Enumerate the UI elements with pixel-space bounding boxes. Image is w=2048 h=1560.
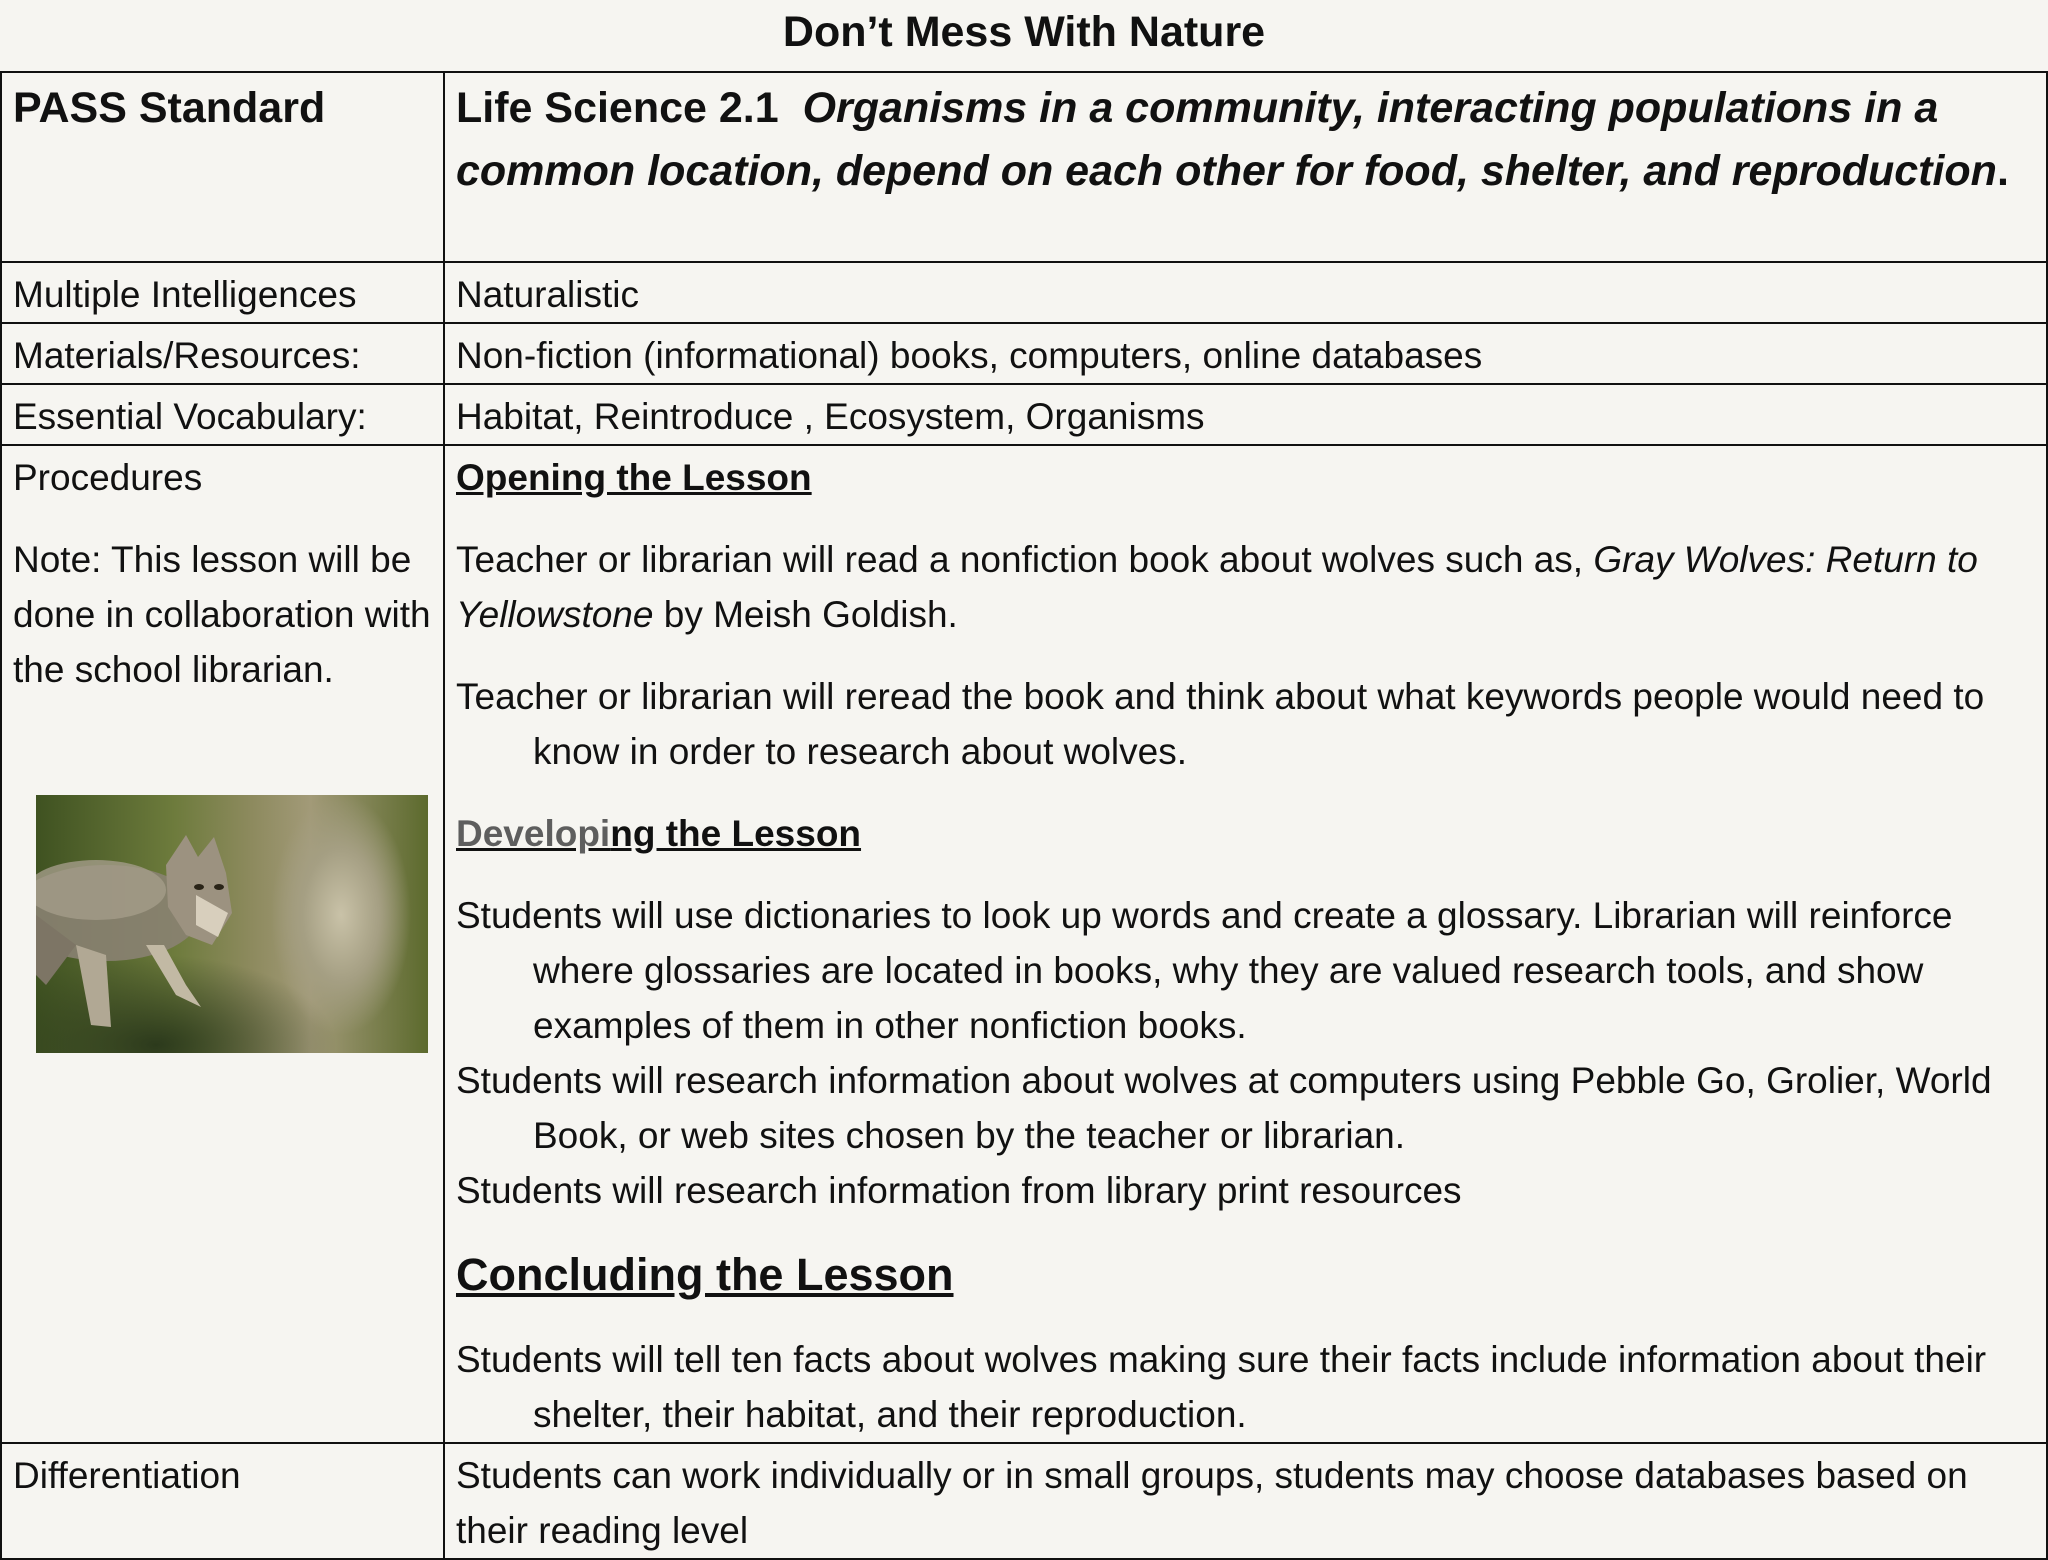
opening-heading: Opening the Lesson xyxy=(456,457,812,498)
page-title: Don’t Mess With Nature xyxy=(782,8,1266,56)
wolf-photo xyxy=(36,795,428,1053)
table-row-vocabulary xyxy=(1,384,2047,445)
developing-item-3: Students will research information from library print resources xyxy=(456,1170,1462,1211)
developing-item-2: Students will research information about wolves at computers using Pebble Go, Grolier, World Book, or web sites chosen by the teacher or librarian. xyxy=(456,1060,1992,1156)
pass-standard-value-cell xyxy=(444,72,2047,262)
developing-heading-a: Developi xyxy=(456,813,611,854)
wolf-icon xyxy=(36,795,428,1053)
differentiation-label: Differentiation xyxy=(1,1443,444,1559)
procedures-label: Procedures xyxy=(13,457,203,498)
lesson-plan-table xyxy=(0,71,2048,1560)
pass-standard-label-cell xyxy=(1,72,444,262)
multiple-intelligences-value: Naturalistic xyxy=(444,262,2047,323)
pass-standard-code: Life Science 2.1 xyxy=(456,84,779,132)
table-row-procedures xyxy=(1,445,2047,1443)
pass-standard-period: . xyxy=(1996,147,2009,195)
table-row-materials xyxy=(1,323,2047,384)
materials-label: Materials/Resources: xyxy=(1,323,444,384)
developing-heading xyxy=(456,806,2036,861)
table-row-multiple-intelligences xyxy=(1,262,2047,323)
concluding-heading: Concluding the Lesson xyxy=(456,1249,954,1300)
pass-standard-label: PASS Standard xyxy=(13,84,326,132)
opening-p1-text: Teacher or librarian will read a nonfiction book about wolves such as, xyxy=(456,539,1594,580)
differentiation-value: Students can work individually or in small groups, students may choose databases based on their reading level xyxy=(444,1443,2047,1559)
multiple-intelligences-label: Multiple Intelligences xyxy=(1,262,444,323)
pass-standard-text xyxy=(456,77,2036,203)
procedures-label-cell xyxy=(1,445,444,1443)
opening-paragraph-1 xyxy=(456,532,2036,642)
vocabulary-value: Habitat, Reintroduce , Ecosystem, Organisms xyxy=(444,384,2047,445)
opening-paragraph-2: Teacher or librarian will reread the book and think about what keywords people would need to know in order to research about wolves. xyxy=(456,676,1985,772)
vocabulary-label: Essential Vocabulary: xyxy=(1,384,444,445)
developing-heading-b: ng the Lesson xyxy=(610,813,862,854)
developing-item-1: Students will use dictionaries to look up words and create a glossary. Librarian will reinforce where glossaries are located in books, why they are valued research tools, and show examples of them in other nonfiction books. xyxy=(456,895,1953,1046)
table-row-differentiation xyxy=(1,1443,2047,1559)
pass-standard-description: Organisms in a community, interacting populations in a common location, depend on each other for food, shelter, and reproduction xyxy=(456,84,1997,195)
table-row-pass-standard xyxy=(1,72,2047,262)
book-title: Gray Wolves: Return to Yellowstone xyxy=(456,539,1978,635)
collaboration-note: Note: This lesson will be done in collaboration with the school librarian. xyxy=(13,539,431,690)
materials-value: Non-fiction (informational) books, computers, online databases xyxy=(444,323,2047,384)
concluding-paragraph: Students will tell ten facts about wolves making sure their facts include information about their shelter, their habitat, and their reproduction. xyxy=(456,1339,1987,1435)
opening-p1-author: by Meish Goldish. xyxy=(653,594,958,635)
procedures-content-cell xyxy=(444,445,2047,1443)
